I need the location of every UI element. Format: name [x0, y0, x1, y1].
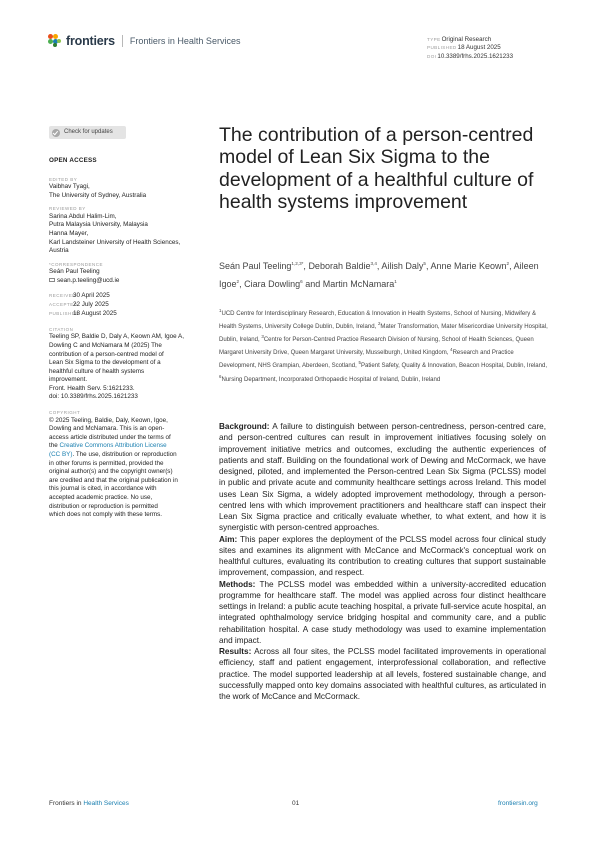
copyright-text: © 2025 Teeling, Baldie, Daly, Keown, Igoe, Dowling and McNamara. This is an open- access article distributed under the terms of the Creative Commons Attribution License (CC BY). The use, distribution or reproduction in other forums is permitted, provided the original author(s) and the copyright owner(s) are credited and that the original publication in this journal is cited, in accordance with accepted academic practice. No use, distribution or reproduction is permitted which does not comply with these terms. [49, 416, 178, 519]
reviewer-line: Austria [49, 247, 69, 255]
article-meta: TYPEOriginal Research PUBLISHED18 August 2025 DOI10.3389/frhs.2025.1621233 [427, 36, 514, 60]
editor-name: Vaibhav Tyagi, [49, 183, 90, 191]
citation-text: Teeling SP, Baldie D, Daly A, Keown AM, Igoe A, Dowling C and McNamara M (2025) The contribution of a person-centred model of Lean Six Sigma to the development of a healthful culture of health systems improvement. Front. Health Serv. 5:1621233. doi: 10.3389/frhs.2025.1621233 [49, 333, 184, 401]
copyright-label: COPYRIGHT [49, 410, 81, 416]
frontiers-wordmark: frontiers [66, 34, 115, 48]
sidebar [49, 126, 184, 520]
abstract-background: Background: A failure to distinguish between person-centredness, person-centred care, and person-centred cultures can result in improvement initiatives focusing solely on improvement initiative metrics and outcomes, excluding the authentic experiences of patients and staff. Building on the foundational work of Dewing and McCormack, we have designed, piloted, and implemented the Person-centred Lean Six Sigma (PCLSS) model in public and private acute and community healthcare settings across Ireland. This model uses Lean Six Sigma, a widely adopted improvement methodology, through a person-centred lens with which improvement practitioners and healthcare staff can inspect their Lean Six Sigma practice and critically evaluate whether, to what extent, and how it is synergistic with person-centred approaches. [219, 422, 546, 533]
published-date: 18 August 2025 [457, 44, 501, 52]
license-link-cc[interactable]: (CC BY) [49, 450, 73, 458]
published-date-side: 18 August 2025 [73, 310, 117, 318]
editor-affiliation: The University of Sydney, Australia [49, 191, 147, 199]
author-list: Seán Paul Teeling$^{1,2,3*}$, Deborah Baldie$^{3,4}$, Ailish Daly$^5$, Anne Marie Keown$^2$, Aileen Igoe$^2$, Ciara Dowling$^6$ and Martin McNamara$^1$ [219, 261, 539, 290]
abstract-aim: Aim: This paper explores the deployment of the PCLSS model across four clinical study sites and examines its alignment with McCance and McCormack's conceptual work on healthful cultures, evaluating its contribution to creating cultures that support sustainable improvement, compassion, and respect. [219, 534, 546, 578]
reviewer-line: Sarina Abdul Halim-Lim, [49, 212, 117, 220]
reviewer-line: Karl Landsteiner University of Health Sciences, [49, 238, 181, 246]
abstract-methods: Methods: The PCLSS model was embedded within a university-accredited education programme for healthcare staff. The model was applied across four distinct healthcare settings in Ireland: a public acute teaching hospital, a private full-service acute hospital, an integrated ophthalmology service bridging hospital and community care, and a public rehabilitation hospital. A case study methodology was used to examine implementation and impact. [219, 579, 546, 645]
footer-journal: Frontiers in Health Services [49, 800, 129, 807]
author-name: Martin McNamara [322, 279, 395, 290]
citation-label: CITATION [49, 326, 74, 332]
correspondence-label: *CORRESPONDENCE [49, 261, 104, 267]
abstract-results: Results: Across all four sites, the PCLSS model facilitated improvements in operational efficiency, staff and patient engagement, interprofessional collaboration, and reflective practice. The model supported leadership at all levels, fostered sustainable change, and successfully mapped onto key domains associated with healthful cultures, as articulated in the work of McCance and McCormack. [219, 647, 546, 701]
footer-site-link[interactable]: frontiersin.org [498, 800, 538, 807]
license-link[interactable]: Creative Commons Attribution License [59, 442, 167, 450]
frontiers-logo-icon [48, 34, 62, 48]
article-title: The contribution of a person-centred model of Lean Six Sigma to the development of a healthful culture of health systems improvement [219, 124, 534, 214]
author-name: Deborah Baldie [308, 261, 371, 271]
affiliations: $^1$UCD Centre for Interdisciplinary Research, Education & Innovation in Health Systems, School of Nursing, Midwifery & Health Systems, University College Dublin, Dublin, Ireland, $^2$Mater Transformation, Mater Misericordiae University Hospital, Dublin, Ireland, $^3$Centre for Person-Centred Practice Research Division of Nursing, School of Health Sciences, Queen Margaret University Drive, Queen Margaret University, Musselburgh, United Kingdom, $^4$Research and Practice Development, NHS Grampian, Aberdeen, Scotland, $^5$Patient Safety, Quality & Innovation, Beacon Hospital, Dublin, Ireland, $^6$Nursing Department, Incorporated Orthopaedic Hospital of Ireland, Dublin, Ireland [219, 308, 548, 383]
article-dates: RECEIVED 30 April 2025 ACCEPTED 22 July 2025 PUBLISHED 18 August 2025 [49, 292, 117, 318]
author-name: Ciara Dowling [244, 279, 301, 290]
author-name: Aileen Igoe [219, 261, 539, 290]
logo-divider [122, 35, 123, 47]
reviewed-by-label: REVIEWED BY [49, 206, 86, 212]
page-number: 01 [292, 800, 300, 807]
check-icon [52, 129, 60, 137]
frontiers-logo[interactable] [48, 34, 240, 48]
reviewer-line: Hanna Mayer, [49, 229, 89, 237]
author-name: Seán Paul Teeling [219, 261, 292, 271]
author-name: Anne Marie Keown [430, 261, 507, 271]
open-access-label: OPEN ACCESS [49, 157, 97, 164]
abstract [219, 421, 546, 702]
author-name: Ailish Daly [381, 261, 424, 271]
accepted-date: 22 July 2025 [73, 301, 109, 309]
mail-icon [49, 278, 55, 283]
article-type: Original Research [441, 36, 492, 43]
edited-by-label: EDITED BY [49, 176, 78, 182]
reviewer-line: Putra Malaysia University, Malaysia [49, 221, 148, 229]
correspondence-name: Seán Paul Teeling [49, 268, 100, 276]
check-for-updates-button[interactable]: Check for updates [49, 126, 126, 139]
correspondence-email[interactable]: sean.p.teeling@ucd.ie [49, 277, 184, 286]
received-date: 30 April 2025 [73, 292, 110, 300]
doi: 10.3389/frhs.2025.1621233 [437, 52, 514, 60]
journal-name[interactable]: Frontiers in Health Services [129, 36, 241, 46]
